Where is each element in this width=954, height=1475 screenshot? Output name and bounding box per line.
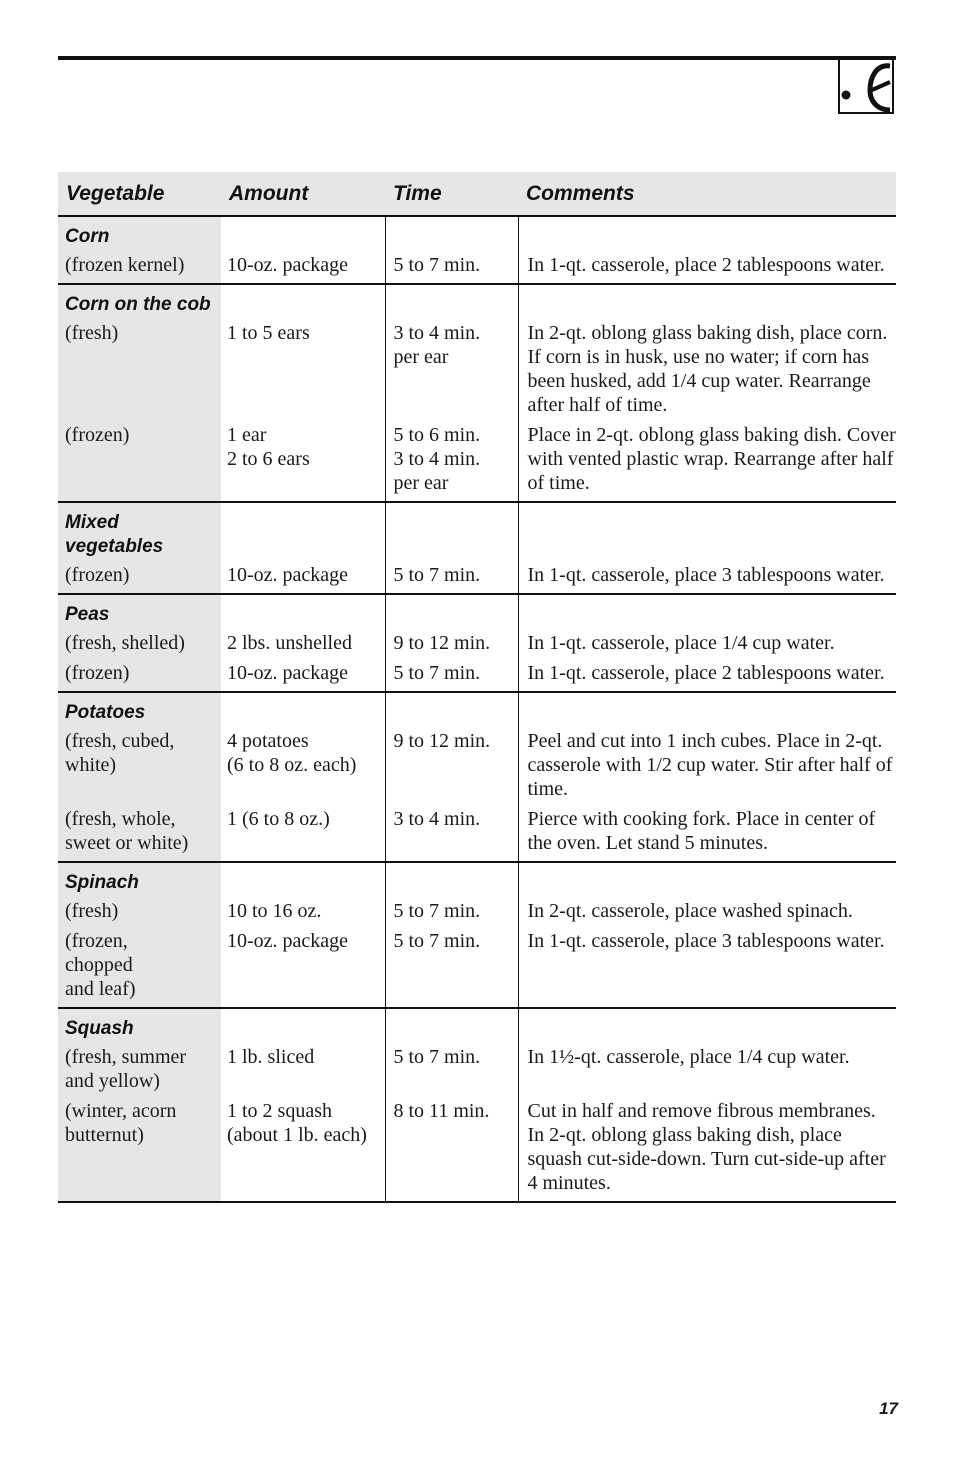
- time-cell-text: 5 to 7 min.: [393, 662, 481, 684]
- page-number: 17: [879, 1399, 898, 1418]
- comments-cell-text: In 1-qt. casserole, place 1/4 cup water.: [527, 632, 835, 654]
- time-cell-text: 5 to 7 min.: [393, 1046, 481, 1068]
- comments-cell: [518, 805, 896, 862]
- vegetable-cell-text: (winter, acorn butternut): [65, 1100, 177, 1146]
- vegetable-cell: [58, 629, 221, 659]
- comments-cell-text: In 2-qt. oblong glass baking dish, place corn. If corn is in husk, use no water; if corn has been husked, add 1/4 cup water. Rearrange after half of time.: [527, 322, 888, 416]
- table-row: [58, 897, 896, 927]
- time-cell: [385, 659, 518, 692]
- group-title-row: [58, 692, 896, 727]
- time-cell: [385, 897, 518, 927]
- table-row: [58, 659, 896, 692]
- empty-cell: [385, 594, 518, 629]
- amount-cell-text: 4 potatoes (6 to 8 oz. each): [227, 730, 357, 776]
- vegetable-group-title: Spinach: [65, 872, 139, 893]
- vegetable-group: [58, 594, 896, 692]
- time-cell-text: 9 to 12 min.: [393, 730, 491, 752]
- comments-cell: [518, 727, 896, 805]
- empty-cell: [221, 862, 385, 897]
- empty-cell: [518, 692, 896, 727]
- comments-cell: [518, 629, 896, 659]
- amount-cell: [221, 1043, 385, 1097]
- group-title-cell: [58, 216, 221, 251]
- vegetable-cell: [58, 659, 221, 692]
- time-cell-text: 3 to 4 min.: [393, 808, 481, 830]
- vegetable-cell-text: (frozen kernel): [65, 254, 185, 276]
- group-title-cell: [58, 502, 221, 561]
- empty-cell: [385, 862, 518, 897]
- time-cell-text: 5 to 7 min.: [393, 564, 481, 586]
- empty-cell: [221, 1008, 385, 1043]
- time-cell: [385, 1097, 518, 1202]
- amount-cell-text: 1 to 2 squash (about 1 lb. each): [227, 1100, 367, 1146]
- vegetable-group: [58, 502, 896, 594]
- amount-cell: [221, 319, 385, 421]
- comments-cell-text: Peel and cut into 1 inch cubes. Place in 2-qt. casserole with 1/2 cup water. Stir after half of time.: [527, 730, 893, 800]
- amount-cell: [221, 927, 385, 1008]
- amount-cell: [221, 421, 385, 502]
- group-title-cell: [58, 692, 221, 727]
- amount-cell-text: 1 (6 to 8 oz.): [227, 808, 330, 830]
- vegetable-cell: [58, 319, 221, 421]
- vegetable-group-title: Corn on the cob: [65, 294, 211, 315]
- table-row: [58, 805, 896, 862]
- vegetable-cell-text: (fresh, cubed, white): [65, 730, 175, 776]
- vegetable-group: [58, 692, 896, 862]
- vegetable-cell: [58, 927, 221, 1008]
- comments-cell-text: In 1-qt. casserole, place 3 tablespoons water.: [527, 564, 885, 586]
- amount-cell: [221, 659, 385, 692]
- empty-cell: [518, 216, 896, 251]
- amount-cell-text: 10-oz. package: [227, 930, 349, 952]
- amount-cell: [221, 805, 385, 862]
- vegetable-group: [58, 862, 896, 1008]
- vegetable-cell: [58, 805, 221, 862]
- amount-cell-text: 1 ear 2 to 6 ears: [227, 424, 310, 470]
- comments-cell-text: In 2-qt. casserole, place washed spinach.: [527, 900, 853, 922]
- vegetable-cooking-table-container: [58, 172, 896, 1203]
- comments-cell-text: In 1-qt. casserole, place 2 tablespoons water.: [527, 662, 885, 684]
- vegetable-cell: [58, 1043, 221, 1097]
- table-row: [58, 251, 896, 284]
- time-cell-text: 3 to 4 min. per ear: [393, 322, 481, 368]
- vegetable-cell-text: (fresh, whole, sweet or white): [65, 808, 189, 854]
- comments-cell: [518, 561, 896, 594]
- table-row: [58, 1043, 896, 1097]
- amount-cell-text: 1 to 5 ears: [227, 322, 310, 344]
- group-title-row: [58, 216, 896, 251]
- comments-cell-text: In 1-qt. casserole, place 3 tablespoons water.: [527, 930, 885, 952]
- vegetable-group-title: Mixed vegetables: [65, 512, 164, 557]
- table-row: [58, 319, 896, 421]
- comments-cell-text: Pierce with cooking fork. Place in center of the oven. Let stand 5 minutes.: [527, 808, 876, 854]
- group-title-cell: [58, 862, 221, 897]
- table-header: [58, 172, 896, 216]
- group-title-row: [58, 862, 896, 897]
- comments-cell-text: In 1-qt. casserole, place 2 tablespoons water.: [527, 254, 885, 276]
- vegetable-group: [58, 284, 896, 502]
- empty-cell: [385, 1008, 518, 1043]
- column-header-vegetable: Vegetable: [58, 172, 221, 216]
- amount-cell-text: 10-oz. package: [227, 564, 349, 586]
- time-cell: [385, 561, 518, 594]
- comments-cell: [518, 251, 896, 284]
- time-cell: [385, 421, 518, 502]
- table-row: [58, 1097, 896, 1202]
- time-cell: [385, 1043, 518, 1097]
- time-cell-text: 5 to 6 min. 3 to 4 min. per ear: [393, 424, 481, 494]
- comments-cell: [518, 319, 896, 421]
- amount-cell: [221, 727, 385, 805]
- comments-cell-text: Place in 2-qt. oblong glass baking dish. Cover with vented plastic wrap. Rearrange after half of time.: [527, 424, 896, 494]
- empty-cell: [221, 692, 385, 727]
- ge-monogram-icon: [838, 58, 894, 114]
- comments-cell: [518, 1097, 896, 1202]
- group-title-cell: [58, 284, 221, 319]
- comments-cell: [518, 659, 896, 692]
- column-header-time: Time: [385, 172, 518, 216]
- group-title-cell: [58, 1008, 221, 1043]
- column-header-comments: Comments: [518, 172, 896, 216]
- comments-cell: [518, 421, 896, 502]
- time-cell-text: 9 to 12 min.: [393, 632, 491, 654]
- empty-cell: [385, 284, 518, 319]
- table-row: [58, 727, 896, 805]
- time-cell: [385, 805, 518, 862]
- top-rule: [58, 56, 896, 60]
- time-cell-text: 5 to 7 min.: [393, 254, 481, 276]
- time-cell: [385, 629, 518, 659]
- group-title-row: [58, 1008, 896, 1043]
- vegetable-cell: [58, 1097, 221, 1202]
- amount-cell-text: 2 lbs. unshelled: [227, 632, 352, 654]
- vegetable-cell: [58, 897, 221, 927]
- amount-cell-text: 1 lb. sliced: [227, 1046, 315, 1068]
- vegetable-cooking-table: [58, 172, 896, 1203]
- table-row: [58, 561, 896, 594]
- time-cell-text: 8 to 11 min.: [393, 1100, 490, 1122]
- table-row: [58, 927, 896, 1008]
- vegetable-cell: [58, 421, 221, 502]
- vegetable-cell: [58, 251, 221, 284]
- vegetable-cell-text: (frozen): [65, 662, 130, 684]
- group-title-cell: [58, 594, 221, 629]
- comments-cell: [518, 1043, 896, 1097]
- amount-cell: [221, 897, 385, 927]
- vegetable-cell-text: (fresh, summer and yellow): [65, 1046, 187, 1092]
- vegetable-cell-text: (fresh, shelled): [65, 632, 185, 654]
- vegetable-cell: [58, 561, 221, 594]
- empty-cell: [518, 284, 896, 319]
- vegetable-cell-text: (frozen): [65, 424, 130, 446]
- vegetable-group: [58, 216, 896, 284]
- column-header-amount: Amount: [221, 172, 385, 216]
- empty-cell: [518, 594, 896, 629]
- group-title-row: [58, 502, 896, 561]
- comments-cell-text: Cut in half and remove fibrous membranes. In 2-qt. oblong glass baking dish, place squash cut-side-down. Turn cut-side-up after 4 minutes.: [527, 1100, 886, 1194]
- vegetable-group: [58, 1008, 896, 1202]
- comments-cell-text: In 1½-qt. casserole, place 1/4 cup water.: [527, 1046, 850, 1068]
- empty-cell: [221, 594, 385, 629]
- vegetable-cell-text: (fresh): [65, 322, 119, 344]
- amount-cell-text: 10-oz. package: [227, 662, 349, 684]
- time-cell-text: 5 to 7 min.: [393, 930, 481, 952]
- empty-cell: [518, 1008, 896, 1043]
- empty-cell: [518, 502, 896, 561]
- amount-cell: [221, 561, 385, 594]
- amount-cell: [221, 1097, 385, 1202]
- vegetable-group-title: Potatoes: [65, 702, 146, 723]
- vegetable-group-title: Corn: [65, 226, 110, 247]
- table-row: [58, 629, 896, 659]
- amount-cell-text: 10-oz. package: [227, 254, 349, 276]
- empty-cell: [221, 284, 385, 319]
- amount-cell-text: 10 to 16 oz.: [227, 900, 322, 922]
- time-cell: [385, 251, 518, 284]
- table-row: [58, 421, 896, 502]
- amount-cell: [221, 629, 385, 659]
- group-title-row: [58, 284, 896, 319]
- vegetable-cell-text: (frozen): [65, 564, 130, 586]
- empty-cell: [221, 216, 385, 251]
- comments-cell: [518, 927, 896, 1008]
- comments-cell: [518, 897, 896, 927]
- time-cell: [385, 727, 518, 805]
- empty-cell: [385, 216, 518, 251]
- amount-cell: [221, 251, 385, 284]
- empty-cell: [221, 502, 385, 561]
- vegetable-group-title: Peas: [65, 604, 110, 625]
- empty-cell: [518, 862, 896, 897]
- vegetable-cell-text: (fresh): [65, 900, 119, 922]
- empty-cell: [385, 502, 518, 561]
- vegetable-group-title: Squash: [65, 1018, 134, 1039]
- vegetable-cell-text: (frozen, chopped and leaf): [65, 930, 136, 1000]
- time-cell: [385, 927, 518, 1008]
- empty-cell: [385, 692, 518, 727]
- group-title-row: [58, 594, 896, 629]
- time-cell: [385, 319, 518, 421]
- time-cell-text: 5 to 7 min.: [393, 900, 481, 922]
- vegetable-cell: [58, 727, 221, 805]
